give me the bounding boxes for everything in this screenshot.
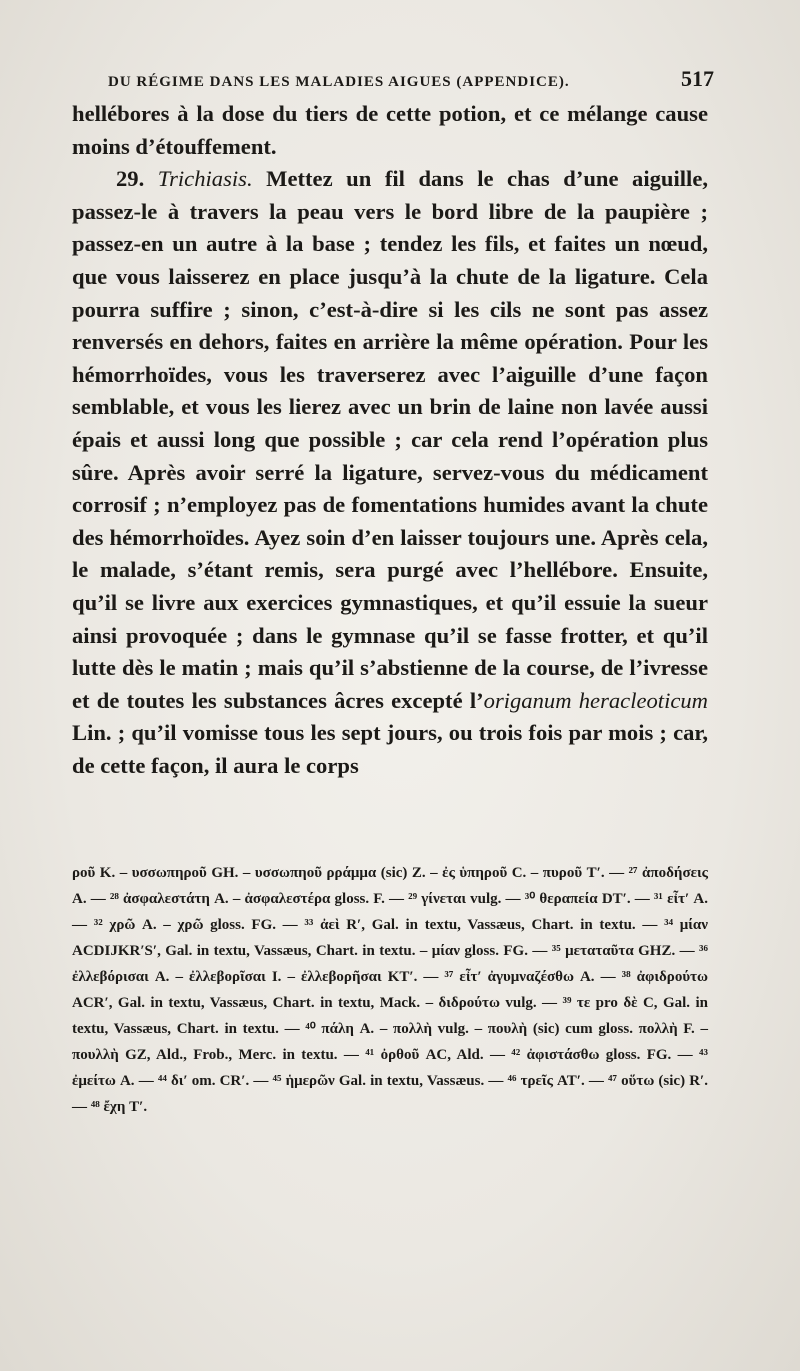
main-text: [72, 98, 708, 782]
footnotes: [72, 860, 708, 1120]
running-title: DU RÉGIME DANS LES MALADIES AIGUES (APPENDICE).: [108, 74, 570, 90]
footnote-text: ροῦ K. – υσσωπηροῦ GH. – υσσωπηοῦ ρράμμα (sic) Z. – ἐς ὑπηροῦ C. – πυροῦ T′. — ²⁷ ἀποδήσεις A. — ²⁸ ἀσφαλεστάτη A. – ἀσφαλεστέρα gloss. F. — ²⁹ γίνεται vulg. — ³⁰ θεραπεία DT′. — ³¹ εἶτ′ A. — ³² χρῶ A. – χρῶ gloss. FG. — ³³ ἀεὶ R′, Gal. in textu, Vassæus, Chart. in textu. — ³⁴ μίαν ACDIJKR′S′, Gal. in textu, Vassæus, Chart. in textu. – μίαν gloss. FG. — ³⁵ μεταταῦτα GHZ. — ³⁶ ἐλλεβόρισαι A. – ἐλλεβορῖσαι I. – ἐλλεβορῆσαι KT′. — ³⁷ εἶτ′ ἀγυμναζέσθω A. — ³⁸ ἀφιδρούτω ACR′, Gal. in textu, Vassæus, Chart. in textu, Mack. – διδρούτω vulg. — ³⁹ τε pro δὲ C, Gal. in textu, Vassæus, Chart. in textu. — ⁴⁰ πάλη A. – πολλὴ vulg. – πουλὴ (sic) cum gloss. πολλὴ F. – πουλλὴ GZ, Ald., Frob., Merc. in textu. — ⁴¹ ὀρθοῦ AC, Ald. — ⁴² ἀφιστάσθω gloss. FG. — ⁴³ ἐμείτω A. — ⁴⁴ δι′ om. CR′. — ⁴⁵ ἡμερῶν Gal. in textu, Vassæus. — ⁴⁶ τρεῖς AT′. — ⁴⁷ οὕτω (sic) R′. — ⁴⁸ ἔχη T′.: [72, 865, 708, 1115]
paragraph-trichiasis: [72, 163, 708, 782]
section-title: Trichiasis.: [157, 166, 253, 192]
section-text-a: Mettez un fil dans le chas d’une aiguille, passez-le à travers la peau vers le bord libre de la paupière ; passez-en un autre à la base ; tendez les fils, et faites un nœud, que vous laisserez en place jusqu’à la chute de la ligature. Cela pourra suffire ; sinon, c’est-à-dire si les cils ne sont pas assez renversés en dehors, faites en arrière la même opération. Pour les hémorrhoïdes, vous les traverserez avec l’aiguille d’une façon semblable, et vous les lierez avec un brin de laine non lavée aussi épais et aussi long que possible ; car cela rend l’opération plus sûre. Après avoir serré la ligature, servez-vous du médicament corrosif ; n’employez pas de fomentations humides avant la chute des hémorrhoïdes. Ayez soin d’en laisser toujours une. Après cela, le malade, s’étant remis, sera purgé avec l’hellébore. Ensuite, qu’il se livre aux exercices gymnastiques, et qu’il essuie la sueur ainsi provoquée ; dans le gymnase qu’il se fasse frotter, et qu’il lutte dès le matin ; mais qu’il s’abstienne de la course, de l’ivresse et de toutes les substances âcres excepté l’: [72, 166, 708, 713]
section-text-b: Lin. ; qu’il vomisse tous les sept jours, ou trois fois par mois ; car, de cette façon, il aura le corps: [72, 720, 708, 778]
section-number: 29.: [116, 166, 145, 192]
paragraph-continuation: hellébores à la dose du tiers de cette potion, et ce mélange cause moins d’étouffement.: [72, 101, 708, 159]
page-header: [108, 66, 714, 92]
page-number: 517: [681, 66, 714, 91]
plant-name: origanum heracleoticum: [483, 687, 708, 713]
